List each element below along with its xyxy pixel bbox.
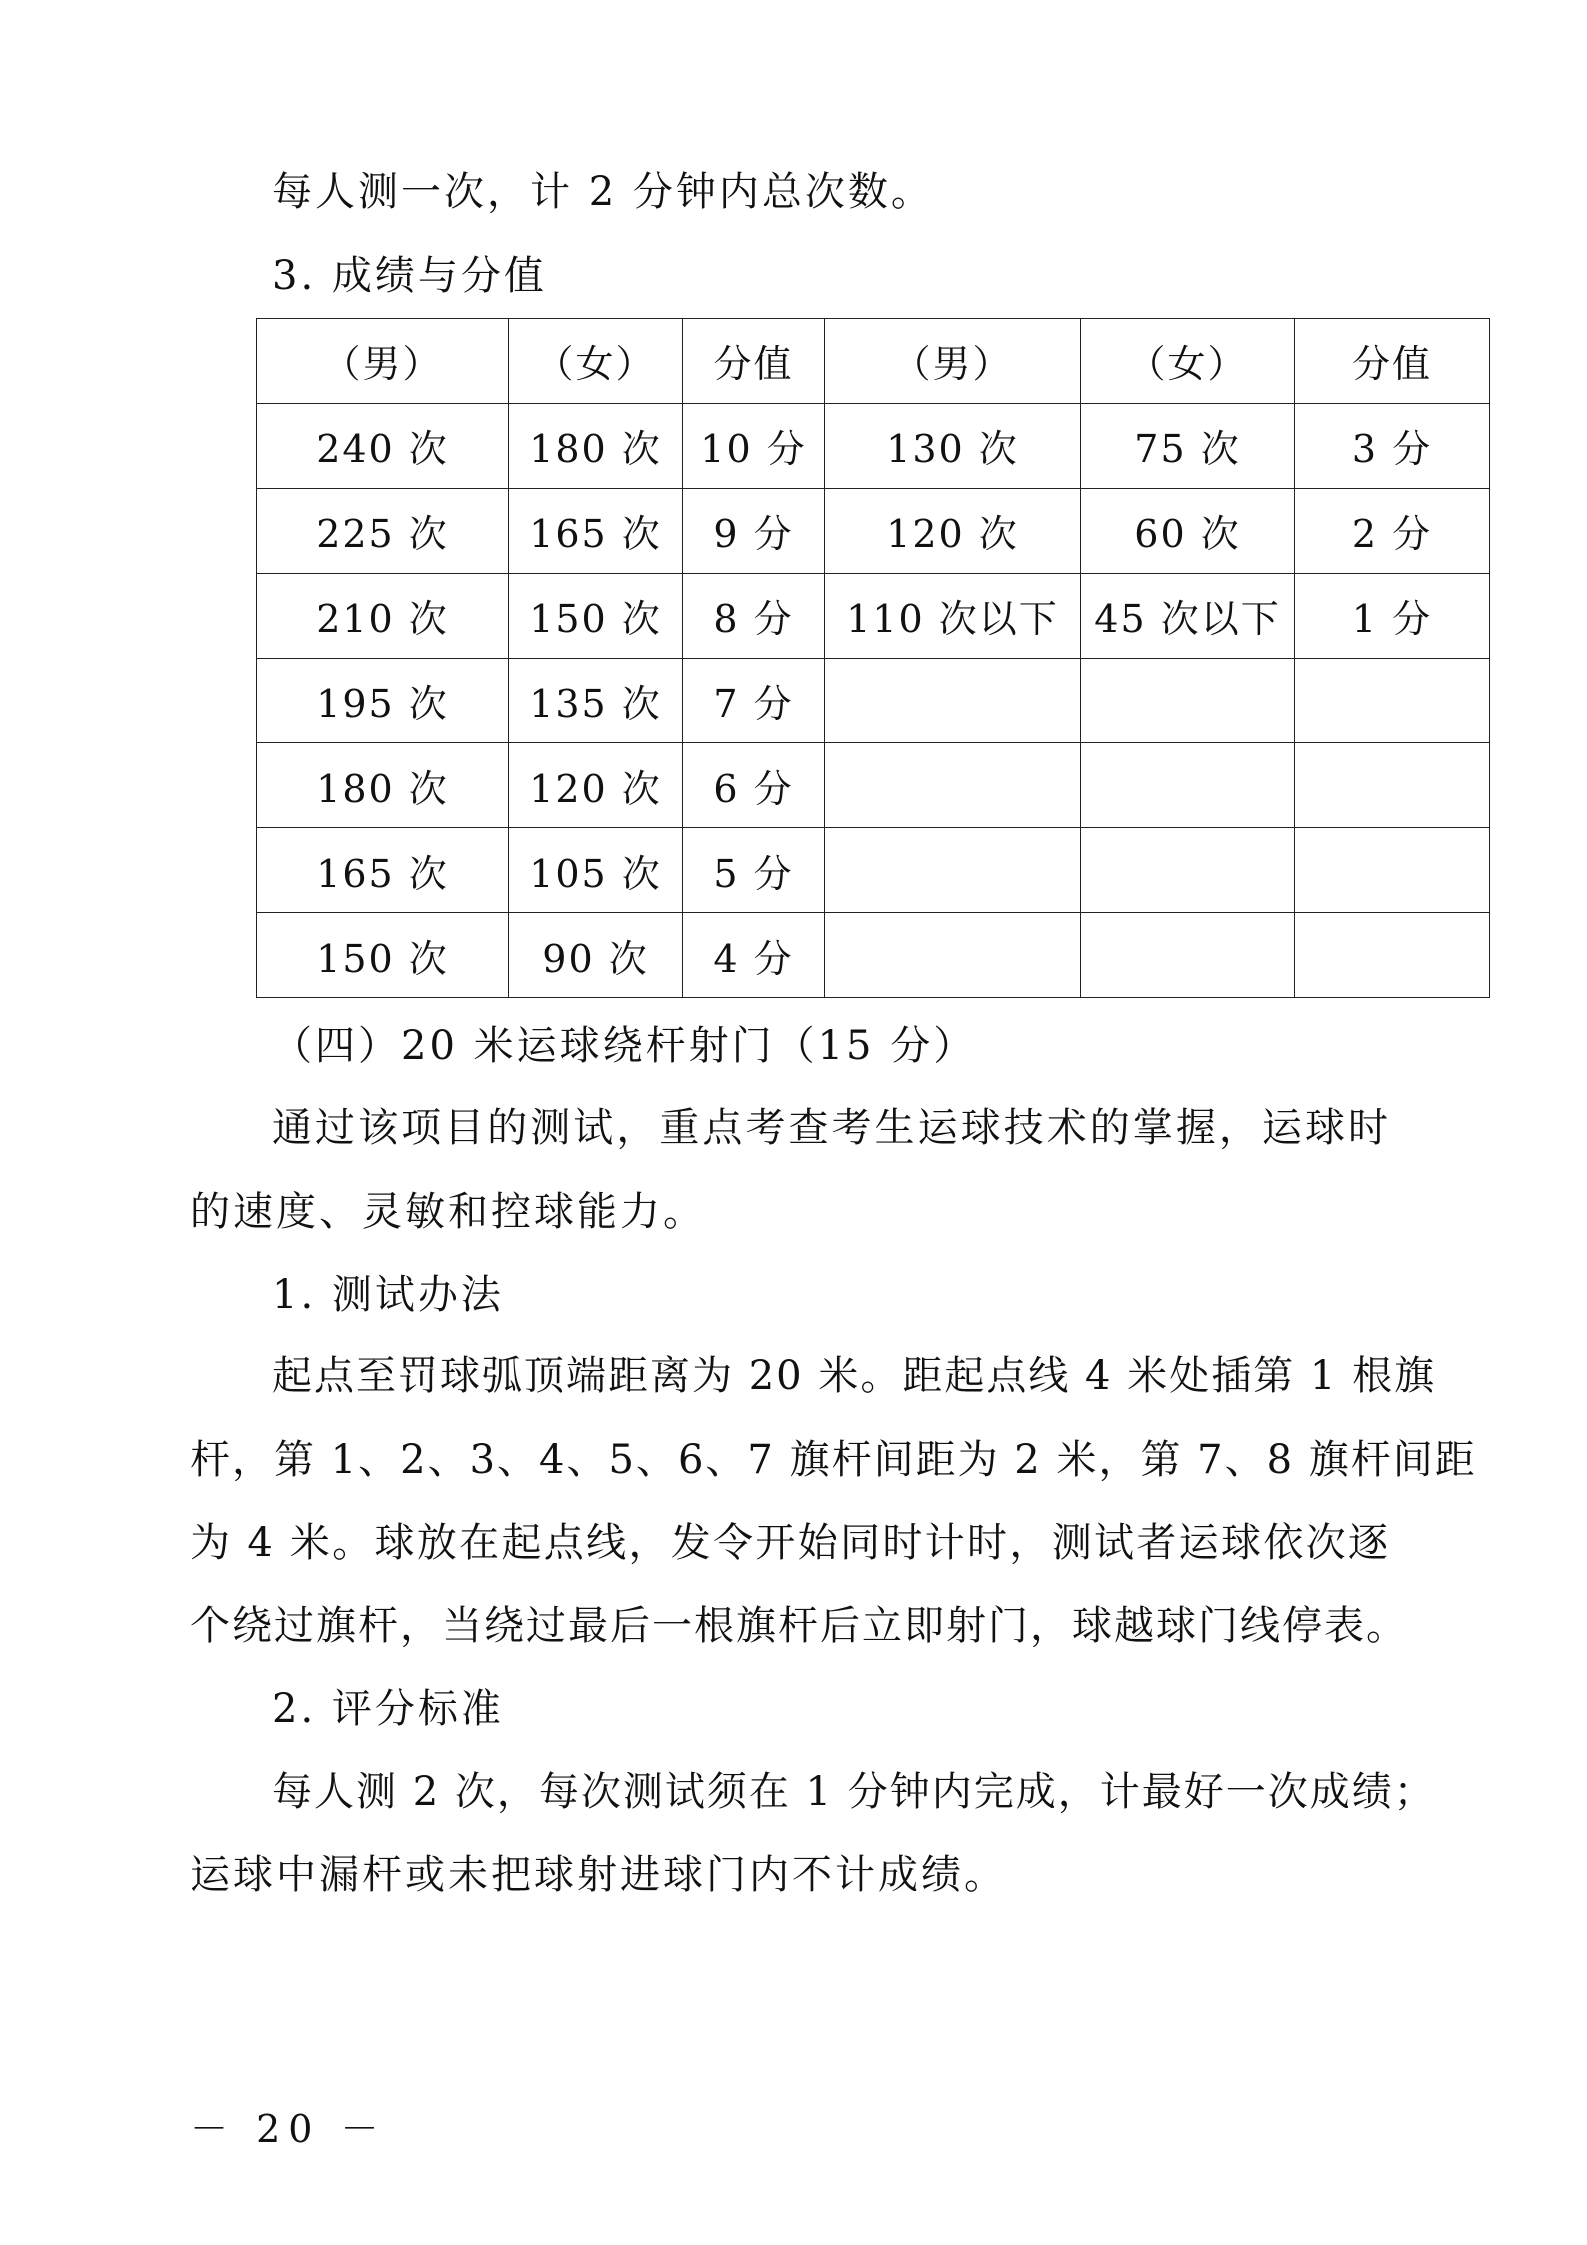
table-cell: 1 分	[1295, 573, 1490, 658]
table-cell: 165 次	[509, 488, 683, 573]
section-four-title: （四）20 米运球绕杆射门（15 分）	[272, 1023, 977, 1069]
intro-line: 每人测一次，计 2 分钟内总次数。	[272, 169, 934, 215]
table-cell: 120 次	[825, 488, 1081, 573]
table-cell: 2 分	[1295, 488, 1490, 573]
table-header-cell: 分值	[683, 319, 825, 404]
table-cell: 90 次	[509, 913, 683, 998]
table-row	[257, 403, 1490, 488]
table-cell	[1295, 658, 1490, 743]
table-cell	[825, 743, 1081, 828]
table-row	[257, 658, 1490, 743]
table-cell: 75 次	[1081, 403, 1295, 488]
table-cell: 130 次	[825, 403, 1081, 488]
table-row	[257, 743, 1490, 828]
scoring-line: 每人测 2 次，每次测试须在 1 分钟内完成，计最好一次成绩；	[272, 1769, 1436, 1815]
table-row	[257, 488, 1490, 573]
table-cell	[825, 913, 1081, 998]
table-header-row	[257, 319, 1490, 404]
table-cell: 10 分	[683, 403, 825, 488]
table-cell: 45 次以下	[1081, 573, 1295, 658]
table-cell: 105 次	[509, 828, 683, 913]
table-header-cell: （男）	[257, 319, 509, 404]
table-cell: 165 次	[257, 828, 509, 913]
table-cell: 150 次	[509, 573, 683, 658]
table-cell: 120 次	[509, 743, 683, 828]
table-cell	[1081, 658, 1295, 743]
table-row	[257, 913, 1490, 998]
table-cell: 110 次以下	[825, 573, 1081, 658]
table-cell	[1295, 743, 1490, 828]
table-header-cell: 分值	[1295, 319, 1490, 404]
table-cell: 8 分	[683, 573, 825, 658]
scores-section-title: 3. 成绩与分值	[272, 253, 547, 299]
table-cell	[1081, 743, 1295, 828]
scoring-line: 运球中漏杆或未把球射进球门内不计成绩。	[190, 1852, 1007, 1898]
table-cell	[825, 658, 1081, 743]
page-number: － 20 －	[190, 2107, 387, 2151]
scoring-title: 2. 评分标准	[272, 1686, 504, 1732]
table-cell: 195 次	[257, 658, 509, 743]
method-title: 1. 测试办法	[272, 1272, 504, 1318]
table-cell	[1081, 828, 1295, 913]
table-cell	[1295, 828, 1490, 913]
table-row	[257, 828, 1490, 913]
method-line: 为 4 米。球放在起点线，发令开始同时计时，测试者运球依次逐	[190, 1520, 1390, 1566]
table-cell: 240 次	[257, 403, 509, 488]
table-cell: 210 次	[257, 573, 509, 658]
table-cell: 180 次	[509, 403, 683, 488]
table-cell	[1295, 913, 1490, 998]
table-cell: 3 分	[1295, 403, 1490, 488]
table-header-cell: （女）	[1081, 319, 1295, 404]
table-cell	[1081, 913, 1295, 998]
table-cell: 4 分	[683, 913, 825, 998]
method-line: 起点至罚球弧顶端距离为 20 米。距起点线 4 米处插第 1 根旗	[272, 1353, 1437, 1399]
purpose-line: 的速度、灵敏和控球能力。	[190, 1189, 706, 1235]
table-header-cell: （女）	[509, 319, 683, 404]
table-cell: 6 分	[683, 743, 825, 828]
table-cell: 5 分	[683, 828, 825, 913]
table-row	[257, 573, 1490, 658]
table-cell: 7 分	[683, 658, 825, 743]
table-cell: 9 分	[683, 488, 825, 573]
purpose-line: 通过该项目的测试，重点考查考生运球技术的掌握，运球时	[272, 1105, 1390, 1151]
table-cell: 150 次	[257, 913, 509, 998]
table-cell: 225 次	[257, 488, 509, 573]
table-cell: 60 次	[1081, 488, 1295, 573]
method-line: 杆，第 1、2、3、4、5、6、7 旗杆间距为 2 米，第 7、8 旗杆间距	[190, 1437, 1477, 1483]
table-header-cell: （男）	[825, 319, 1081, 404]
table-cell: 180 次	[257, 743, 509, 828]
method-line: 个绕过旗杆，当绕过最后一根旗杆后立即射门，球越球门线停表。	[190, 1603, 1408, 1649]
table-cell	[825, 828, 1081, 913]
score-table	[256, 318, 1490, 998]
table-cell: 135 次	[509, 658, 683, 743]
